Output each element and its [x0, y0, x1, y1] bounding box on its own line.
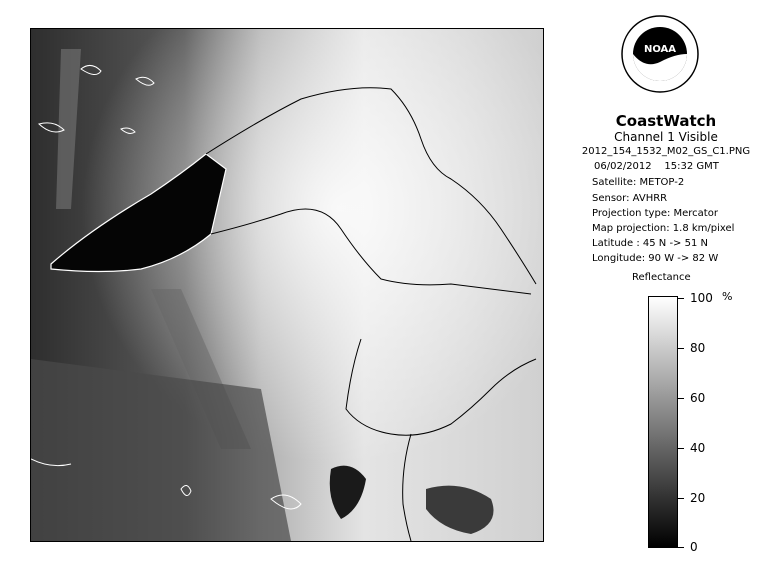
channel-subtitle: Channel 1 Visible: [614, 130, 718, 144]
time: 15:32 GMT: [664, 161, 719, 172]
satellite-image-svg: [31, 29, 543, 541]
tick-label: 40: [690, 441, 706, 455]
colorbar-tick: [678, 448, 684, 449]
colorbar-tick: [678, 298, 684, 299]
latitude-range: Latitude : 45 N -> 51 N: [592, 238, 708, 249]
colorbar-tick: [678, 398, 684, 399]
date: 06/02/2012: [594, 161, 652, 172]
colorbar-tick: [678, 498, 684, 499]
tick-label: 60: [690, 391, 706, 405]
reflectance-colorbar: [648, 296, 678, 548]
sensor-info: Sensor: AVHRR: [592, 193, 668, 204]
tick-label: 100: [690, 291, 713, 305]
noaa-logo: [620, 14, 700, 94]
satellite-image: [30, 28, 544, 542]
tick-label: 0: [690, 540, 698, 554]
legend-unit: %: [722, 290, 733, 303]
tick-label: 20: [690, 491, 706, 505]
legend-title: Reflectance: [632, 272, 691, 283]
datetime: [594, 161, 719, 172]
map-projection: Map projection: 1.8 km/pixel: [592, 223, 735, 234]
tick-label: 80: [690, 341, 706, 355]
noaa-logo-icon: [620, 14, 700, 94]
projection-type: Projection type: Mercator: [592, 208, 718, 219]
colorbar-tick: [678, 547, 684, 548]
noaa-logo-text: NOAA: [643, 44, 677, 55]
longitude-range: Longitude: 90 W -> 82 W: [592, 253, 719, 264]
app-title: CoastWatch: [615, 112, 717, 130]
filename: 2012_154_1532_M02_GS_C1.PNG: [581, 146, 751, 157]
satellite-info: Satellite: METOP-2: [592, 177, 685, 188]
colorbar-tick: [678, 348, 684, 349]
